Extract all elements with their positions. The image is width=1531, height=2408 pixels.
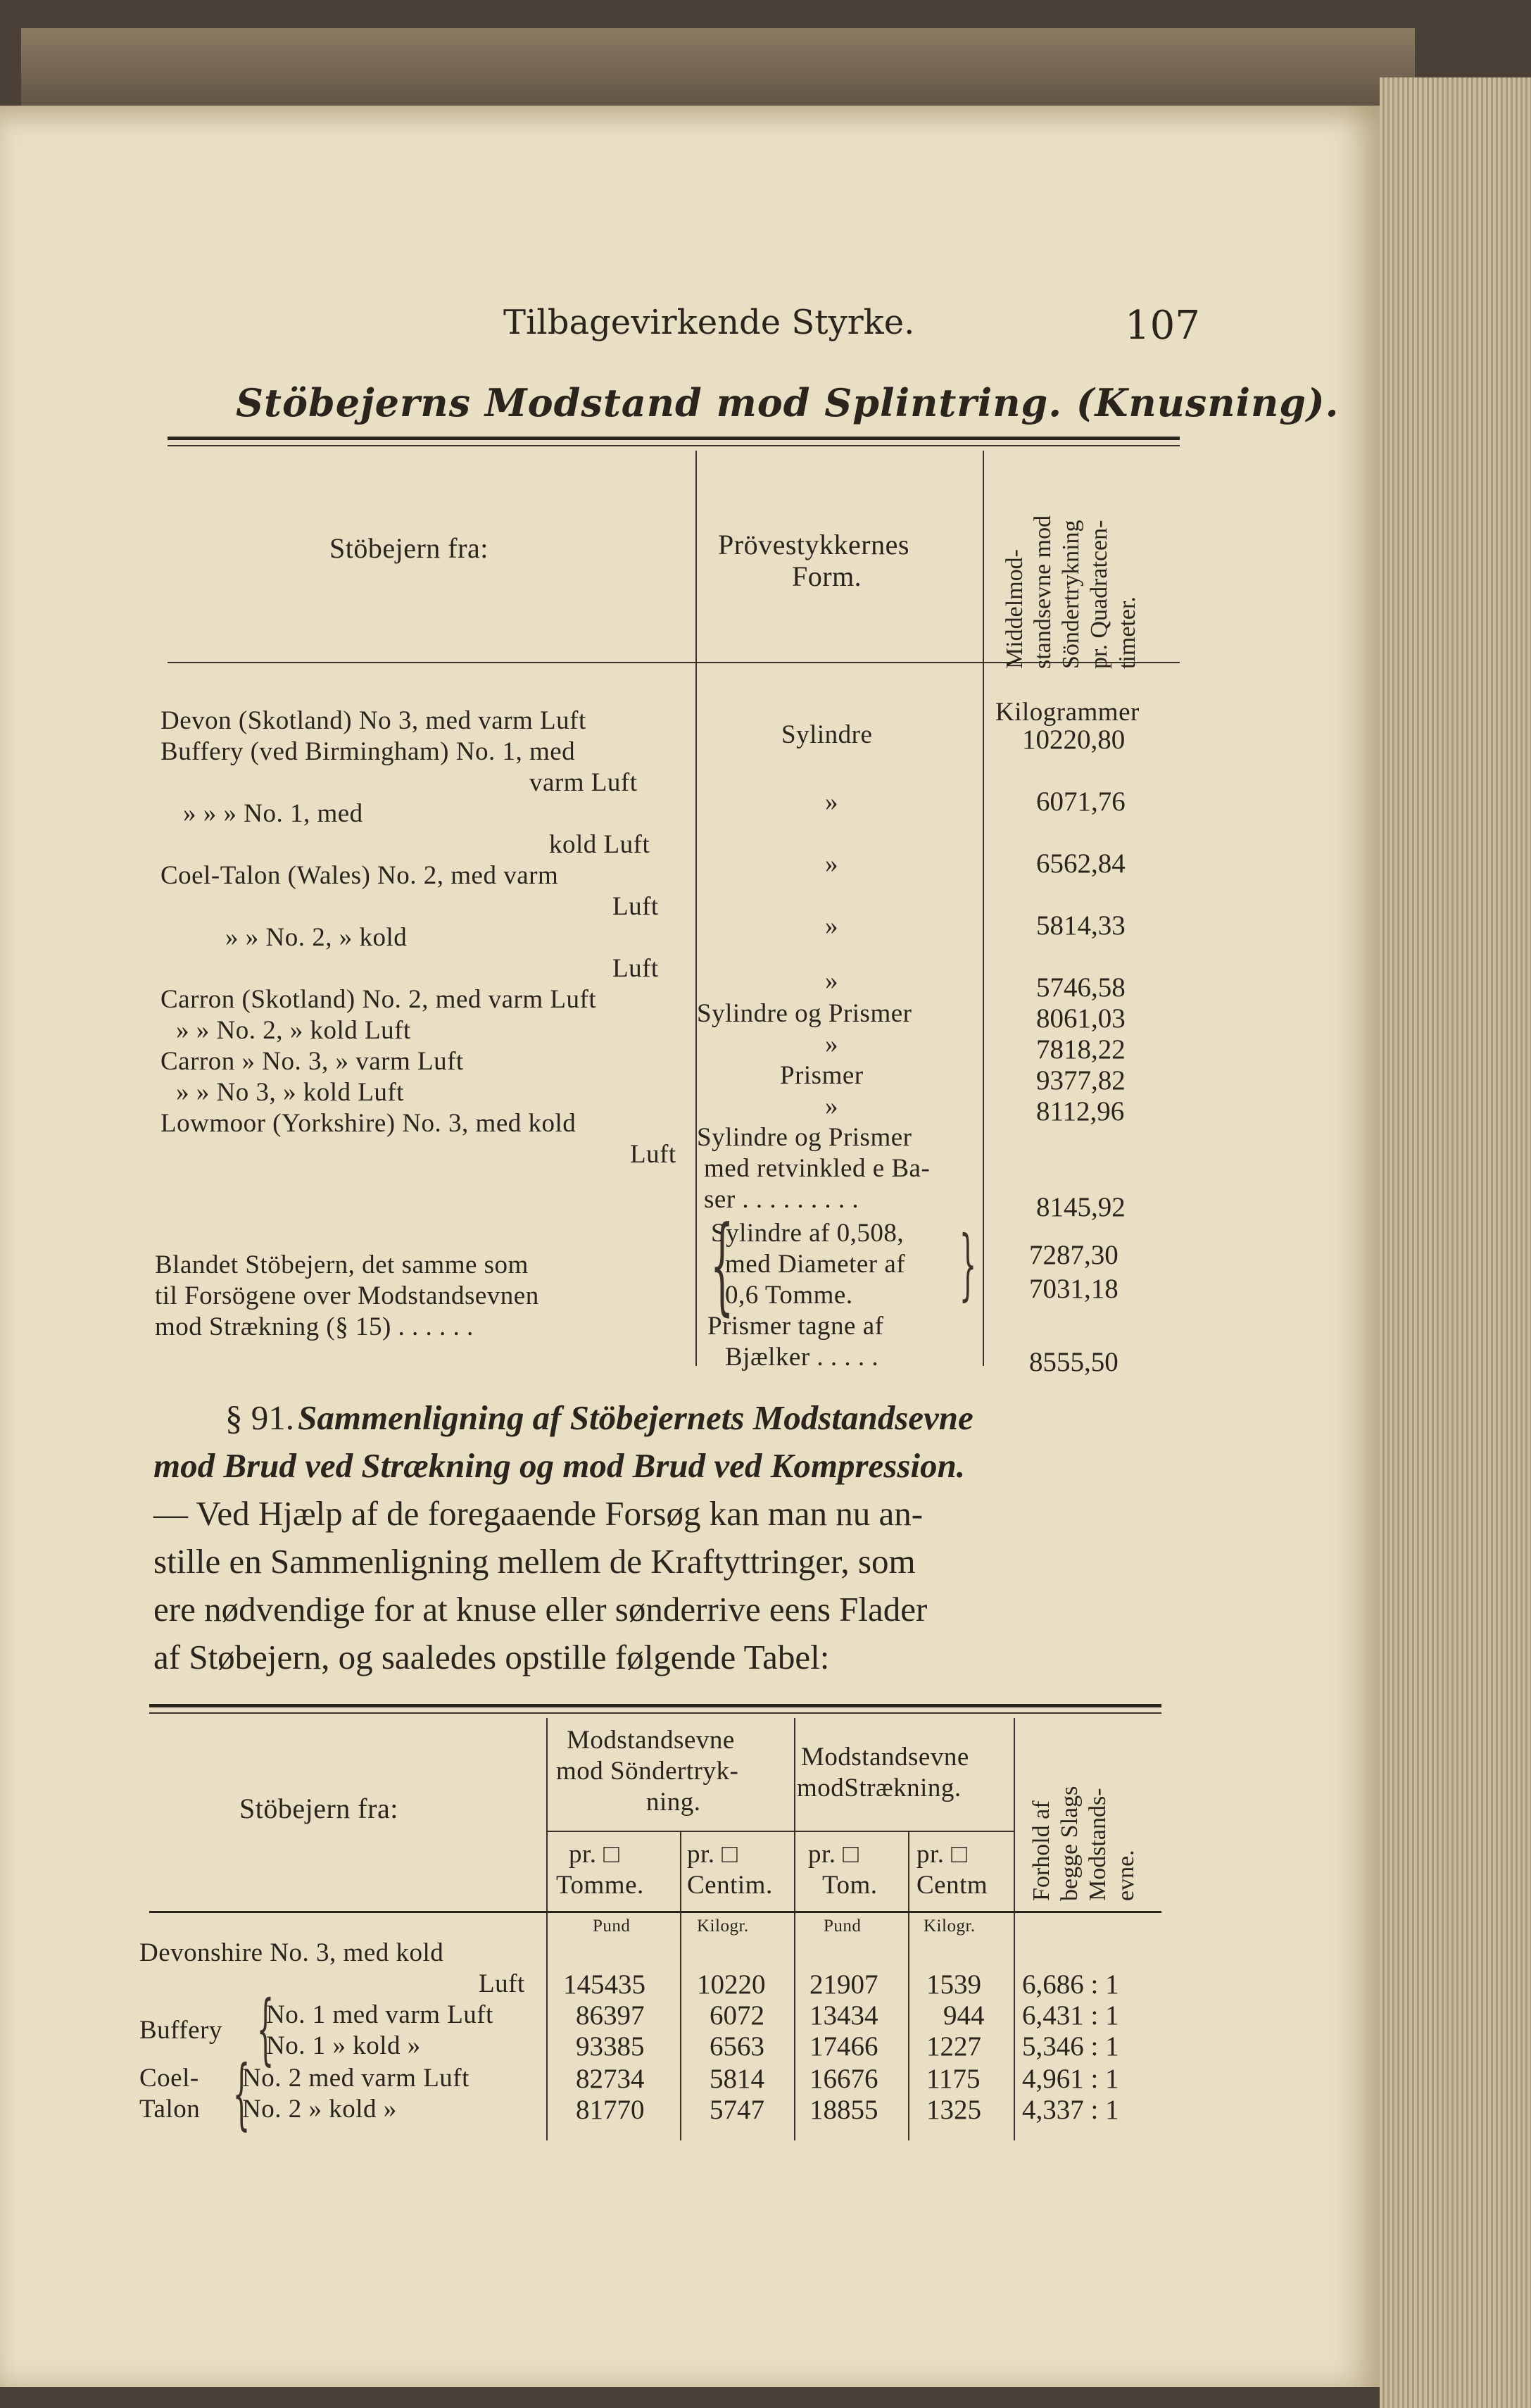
book-top-edge <box>21 28 1415 113</box>
brace-left-icon: { <box>710 1204 734 1327</box>
table1-col3-header-line: pr. Quadratcen- <box>1086 520 1112 669</box>
table1-form-cell: » <box>825 1030 838 1059</box>
table2-grp2-header-line: modStrækning. <box>797 1774 962 1802</box>
table2-label-line: No. 2 med varm Luft <box>242 2064 470 2093</box>
table2-cell: 1227 <box>926 2031 981 2062</box>
table2-label-line: No. 1 med varm Luft <box>266 2000 493 2029</box>
table1-label-line: » » No. 2, » kold Luft <box>176 1016 411 1045</box>
table2-col-divider <box>1014 1718 1015 2140</box>
table1-col2-header-line1: Prövestykkernes <box>718 529 909 560</box>
table1-col1-header: Stöbejern fra: <box>329 532 489 564</box>
table2-cell: 145435 <box>563 1969 645 2000</box>
table1-label-line: Lowmoor (Yorkshire) No. 3, med kold <box>160 1109 577 1138</box>
table2-cell: 1325 <box>926 2095 981 2125</box>
table2-col1-header: Stöbejern fra: <box>239 1793 398 1824</box>
table1-value: 10220,80 <box>1022 725 1126 755</box>
table2-subheader: Centm <box>916 1871 988 1900</box>
table2-label-line: Luft <box>479 1969 525 1998</box>
table1-value: 8112,96 <box>1036 1096 1125 1127</box>
table1-value: 7287,30 <box>1029 1240 1119 1270</box>
table1-value: 8145,92 <box>1036 1192 1126 1222</box>
table1-value: 7818,22 <box>1036 1034 1126 1065</box>
table2-cell: 6563 <box>710 2031 764 2062</box>
table1-form-cell: » <box>825 788 838 817</box>
table2-cell: 6072 <box>710 2000 764 2031</box>
table1-form-cell: » <box>825 850 838 879</box>
table1-label-line: Devon (Skotland) No 3, med varm Luft <box>160 706 586 735</box>
table1-value: 8555,50 <box>1029 1347 1119 1377</box>
table1-title: Stöbejerns Modstand mod Splintring. (Knusning). <box>236 380 1340 425</box>
table2-cell: 1175 <box>926 2064 981 2094</box>
table1-label-line: mod Strækning (§ 15) . . . . . . <box>155 1312 474 1341</box>
table2-last-header-line: evne. <box>1113 1850 1139 1901</box>
table1-form-cell: » <box>825 912 838 941</box>
book-page-edges <box>1380 77 1531 2408</box>
table2-unit: Pund <box>824 1917 862 1936</box>
table2-label-line: No. 1 » kold » <box>266 2031 421 2060</box>
table2-col-divider <box>546 1718 548 2140</box>
table1-col-divider-2 <box>983 451 984 1366</box>
table1-form-cell: 0,6 Tomme. <box>725 1281 853 1310</box>
table2-cell: 81770 <box>576 2095 645 2125</box>
table1-form-cell: Sylindre <box>781 720 873 749</box>
table2-cell: 93385 <box>576 2031 645 2062</box>
table1-form-cell: » <box>825 1092 838 1121</box>
table2-label-line: Devonshire No. 3, med kold <box>139 1938 444 1967</box>
table1-col3-header-line: timeter. <box>1114 596 1140 669</box>
table1-value: 9377,82 <box>1036 1065 1126 1096</box>
table2-grp1-header-line: Modstandsevne <box>567 1726 735 1755</box>
table2-cell: 86397 <box>576 2000 645 2031</box>
table2-unit: Kilogr. <box>697 1917 749 1936</box>
table2-cell: 4,337 : 1 <box>1022 2095 1119 2125</box>
table2-cell: 1539 <box>926 1969 981 2000</box>
table1-label-line: Buffery (ved Birmingham) No. 1, med <box>160 737 576 766</box>
table2-last-header <box>1028 1786 1140 1901</box>
section-body-line: stille en Sammenligning mellem de Kraftyttringer, som <box>153 1542 916 1581</box>
section-title-line2: mod Brud ved Strækning og mod Brud ved Kompression. <box>153 1446 966 1485</box>
section-body-line: af Støbejern, og saaledes opstille følgende Tabel: <box>153 1638 830 1676</box>
table1-form-cell: Prismer <box>780 1061 864 1090</box>
table2-subheader: Tom. <box>822 1871 878 1900</box>
table2-subheader: pr. □ <box>569 1840 620 1869</box>
table1-value: 6071,76 <box>1036 786 1126 817</box>
table1-label-line: Luft <box>630 1140 676 1169</box>
table1-label-line: Coel-Talon (Wales) No. 2, med varm <box>160 861 559 890</box>
table2-top-rule-thin <box>149 1712 1161 1714</box>
table2-grp1-header-line: ning. <box>646 1788 701 1817</box>
table2-label-line: No. 2 » kold » <box>242 2095 397 2124</box>
brace-right-icon: } <box>959 1219 977 1309</box>
table2-header-rule <box>149 1911 1161 1913</box>
table1-form-cell: ser . . . . . . . . . <box>704 1185 859 1214</box>
table2-grp1-header-line: mod Söndertryk- <box>556 1757 739 1786</box>
table2-subheader: Tomme. <box>556 1871 644 1900</box>
table1-col3-header-line: standsevne mod <box>1030 515 1056 669</box>
table1-label-line: Carron (Skotland) No. 2, med varm Luft <box>160 985 597 1014</box>
table1-value: 6562,84 <box>1036 848 1126 879</box>
table2-cell: 5814 <box>710 2064 764 2094</box>
table2-subheader: pr. □ <box>808 1840 859 1869</box>
table1-label-line: Carron » No. 3, » varm Luft <box>160 1047 464 1076</box>
table2-last-header-line: Forhold af <box>1028 1800 1054 1901</box>
table2-col-divider <box>794 1718 795 2140</box>
section-heading-line1 <box>225 1398 974 1438</box>
table1-form-cell: Prismer tagne af <box>707 1312 884 1341</box>
table1-col-divider-1 <box>695 451 697 1366</box>
table1-value: 5814,33 <box>1036 910 1126 941</box>
table1-col2-header-line2: Form. <box>792 560 862 592</box>
table1-value: 7031,18 <box>1029 1274 1119 1304</box>
table2-unit: Pund <box>593 1917 631 1936</box>
table2-label-line: Buffery <box>139 2016 222 2045</box>
table2-unit: Kilogr. <box>924 1917 976 1936</box>
brace-left-icon: { <box>232 2048 251 2138</box>
table2-label-line: Coel- <box>139 2064 199 2093</box>
table2-cell: 4,961 : 1 <box>1022 2064 1119 2094</box>
table1-unit: Kilogrammer <box>995 698 1140 727</box>
table1-form-cell: » <box>825 967 838 996</box>
table2-cell: 82734 <box>576 2064 645 2094</box>
table2-cell: 10220 <box>697 1969 766 2000</box>
section-body-line: — Ved Hjælp af de foregaaende Forsøg kan man nu an- <box>153 1494 924 1533</box>
table2-label-line: Talon <box>139 2095 201 2124</box>
section-title-line1: Sammenligning af Stöbejernets Modstandsevne <box>298 1398 974 1437</box>
table1-value: 8061,03 <box>1036 1003 1126 1034</box>
table1-label-line: Blandet Stöbejern, det samme som <box>155 1250 529 1279</box>
table1-col3-header-line: Middelmod- <box>1002 549 1028 669</box>
running-head: Tilbagevirkende Styrke. <box>503 303 915 342</box>
table1-label-line: kold Luft <box>549 830 650 859</box>
table2-cell: 21907 <box>809 1969 878 2000</box>
table1-label-line: varm Luft <box>529 768 638 797</box>
table1-label-line: » » No. 2, » kold <box>225 923 408 952</box>
table1-label-line: Luft <box>612 954 659 983</box>
table2-cell: 5,346 : 1 <box>1022 2031 1119 2062</box>
table1-top-rule <box>168 437 1180 440</box>
brace-left-icon: { <box>256 1983 275 2074</box>
table1-form-cell: Sylindre og Prismer <box>697 1123 912 1152</box>
table1-label-line: Luft <box>612 892 659 921</box>
table1-form-cell: Sylindre og Prismer <box>697 999 912 1028</box>
table2-last-header-line: begge Slags <box>1057 1786 1083 1901</box>
table2-grp2-header-line: Modstandsevne <box>801 1743 969 1771</box>
section-number: § 91. <box>225 1398 294 1437</box>
table1-form-cell: Sylindre af 0,508, <box>711 1219 905 1248</box>
table1-label-line: » » » No. 1, med <box>183 799 363 828</box>
table2-subheader: Centim. <box>687 1871 773 1900</box>
table2-cell: 944 <box>943 2000 985 2031</box>
table1-form-cell: Bjælker . . . . . <box>725 1343 879 1372</box>
table2-cell: 18855 <box>809 2095 878 2125</box>
section-body-line: ere nødvendige for at knuse eller sønderrive eens Flader <box>153 1590 928 1629</box>
table2-cell: 6,431 : 1 <box>1022 2000 1119 2031</box>
table1-form-cell: med Diameter af <box>725 1250 906 1279</box>
table2-cell: 16676 <box>809 2064 878 2094</box>
page-number: 107 <box>1125 303 1200 349</box>
table2-cell: 17466 <box>809 2031 878 2062</box>
table1-top-rule-thin <box>168 445 1180 446</box>
table1-value: 5746,58 <box>1036 972 1126 1003</box>
table1-label-line: til Forsögene over Modstandsevnen <box>155 1281 539 1310</box>
table2-subcol-divider <box>908 1831 909 2140</box>
table2-cell: 5747 <box>710 2095 764 2125</box>
table1-col3-header <box>1001 515 1142 669</box>
table2-subheader: pr. □ <box>687 1840 738 1869</box>
table1-col3-header-line: Söndertrykning <box>1058 520 1084 669</box>
table2-subheader: pr. □ <box>916 1840 968 1869</box>
table2-cell: 13434 <box>809 2000 878 2031</box>
table2-top-rule <box>149 1704 1161 1707</box>
table1-label-line: » » No 3, » kold Luft <box>176 1078 404 1107</box>
table1-form-cell: med retvinkled e Ba- <box>704 1154 931 1183</box>
table2-cell: 6,686 : 1 <box>1022 1969 1119 2000</box>
table2-group-rule <box>546 1831 1014 1832</box>
table2-last-header-line: Modstands- <box>1085 1788 1111 1901</box>
table2-subcol-divider <box>680 1831 681 2140</box>
